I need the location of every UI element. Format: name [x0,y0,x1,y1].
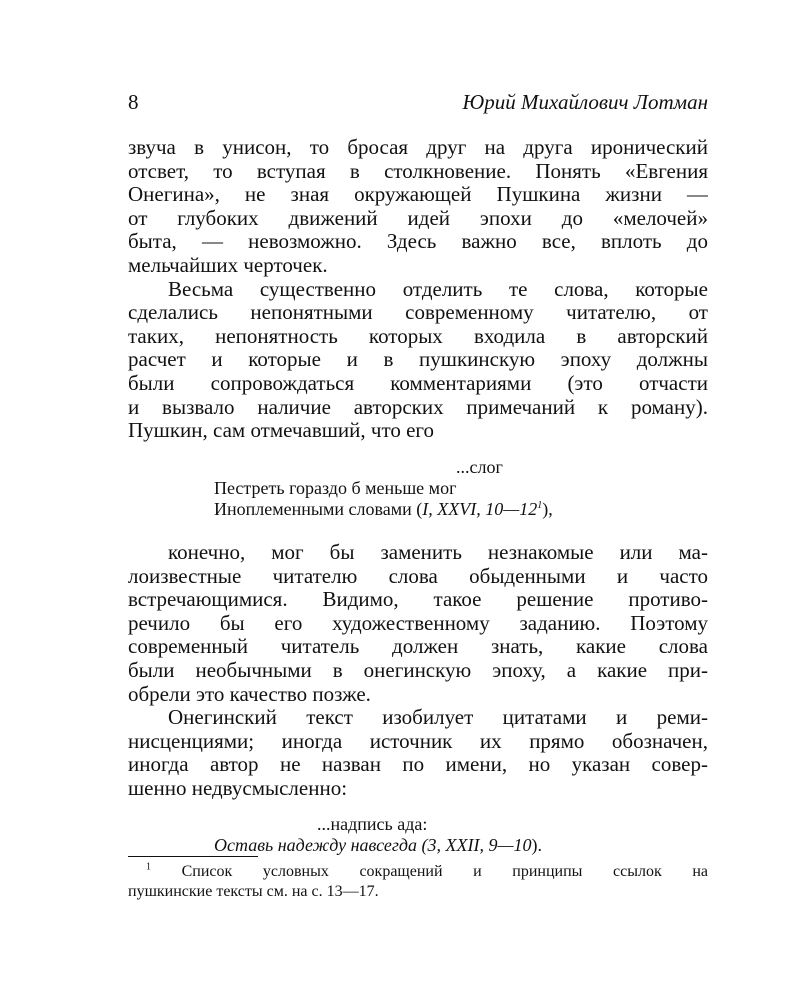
footnote-line [128,862,708,882]
footnote-divider [128,856,258,857]
page-number: 8 [128,90,139,114]
text-line: лоизвестные читателю слова обыденными и часто [128,564,708,588]
verse-text: Иноплеменными словами ( [214,499,423,519]
text-line: шенно недвусмысленно: [128,776,348,800]
running-head-author: Юрий Михайлович Лотман [462,90,708,114]
text-line: речило бы его художественному заданию. Поэтому [128,611,708,635]
verse-punctuation: ), [542,499,553,519]
text-line: расчет и которые и в пушкинскую эпоху должны [128,348,708,372]
verse-line [214,499,553,520]
page-header [128,88,708,116]
verse-line: ...слог [456,457,503,477]
text-line: от глубоких движений идей эпохи до «мелочей» [128,206,708,230]
verse-line: ...надпись ада: [317,814,428,834]
text-line: обрели это качество позже. [128,682,371,706]
footnote-marker: 1 [537,500,543,511]
footnote-line: пушкинские тексты см. на с. 13—17. [128,883,379,900]
text-line: конечно, мог бы заменить незнакомые или ма- [168,541,708,564]
verse-quote-2 [214,814,542,856]
paragraph-block-1 [128,136,708,443]
text-line: Онегинский текст изобилует цитатами и реми- [168,706,708,730]
verse-text-italic: Оставь надежду навсегда (3, XXII, 9—10 [214,835,532,855]
text-line: иногда автор не назван по имени, но указан совер- [128,753,708,777]
text-line: таких, непонятность которых входила в авторский [128,324,708,348]
footnote-text: Список условных сокращений и принципы ссылок на [181,863,708,880]
text-line: были сопровождаться комментариями (это отчасти [128,371,708,395]
verse-quote-1 [214,457,553,520]
text-line: сделались непонятными современному читателю, от [128,301,708,325]
text-line: современный читатель должен знать, какие слова [128,635,708,659]
verse-line: Пестреть гораздо б меньше мог [214,478,457,498]
text-line: Весьма существенно отделить те слова, которые [168,277,708,301]
text-line: были необычными в онегинскую эпоху, а какие при- [128,658,708,682]
text-line: нисценциями; иногда источник их прямо обозначен, [128,729,708,753]
verse-punctuation: ). [531,835,542,855]
text-line: и вызвало наличие авторских примечаний к роману). [128,395,708,419]
text-line: мельчайших черточек. [128,253,328,277]
text-line: отсвет, то вступая в столкновение. Понять «Евгения [128,159,708,183]
footnote [128,862,708,902]
paragraph-block-2 [128,541,708,801]
text-line: звуча в унисон, то бросая друг на друга иронический [128,136,708,159]
citation-reference: I, XXVI, 10—12 [422,499,538,519]
text-line: Онегина», не зная окружающей Пушкина жизни — [128,183,708,207]
footnote-number: 1 [146,862,151,873]
verse-line [214,835,542,856]
text-line: быта, — невозможно. Здесь важно все, вплоть до [128,230,708,254]
text-line: встречающимися. Видимо, такое решение противо- [128,588,708,612]
text-line: Пушкин, сам отмечавший, что его [128,419,435,443]
